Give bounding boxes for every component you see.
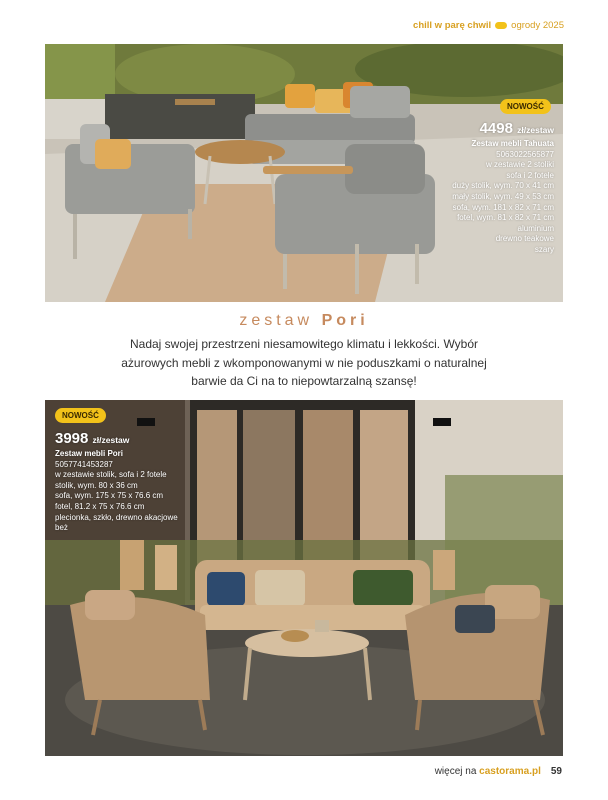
tahuata-detail-line: drewno teakowe bbox=[495, 234, 554, 244]
tahuata-detail-line: mały stolik, wym. 49 x 53 cm bbox=[452, 191, 554, 201]
new-badge: NOWOŚĆ bbox=[500, 99, 551, 114]
tahuata-detail-line: w zestawie 2 stoliki bbox=[485, 160, 554, 170]
pori-detail-line: w zestawie stolik, sofa i 2 fotele bbox=[55, 470, 167, 480]
tahuata-price-unit: zł/zestaw bbox=[517, 125, 554, 135]
footer-text: więcej na bbox=[434, 766, 477, 777]
castorama-link[interactable]: castorama.pl bbox=[479, 766, 541, 777]
tahuata-detail-line: szary bbox=[534, 244, 554, 254]
pori-detail-line: fotel, 81.2 x 75 x 76.6 cm bbox=[55, 501, 145, 511]
page-number: 59 bbox=[550, 766, 562, 777]
section-description: Nadaj swojej przestrzeni niesamowitego klimatu i lekkości. Wybór ażurowych mebli z wkomponowanymi w nie poduszkami o naturalnej barwie da Ci na to niepowtarzalną szansę! bbox=[121, 337, 487, 388]
section-title-bold: Pori bbox=[321, 312, 369, 329]
pori-product-code: 5057741453287 bbox=[55, 459, 113, 469]
section-title-light: zestaw bbox=[239, 312, 314, 329]
header-section: ogrody 2025 bbox=[511, 20, 564, 31]
pori-detail-line: beż bbox=[55, 523, 68, 533]
pori-product-name: Zestaw mebli Pori bbox=[55, 449, 124, 458]
page-header bbox=[413, 20, 564, 31]
pori-price-unit: zł/zestaw bbox=[92, 435, 130, 445]
tahuata-detail-line: aluminium bbox=[517, 223, 554, 233]
tahuata-detail-line: fotel, wym. 81 x 82 x 71 cm bbox=[457, 213, 554, 223]
tahuata-price bbox=[452, 120, 554, 139]
page-footer bbox=[435, 766, 562, 777]
tahuata-product-info bbox=[452, 120, 554, 256]
pori-detail-line: plecionka, szkło, drewno akacjowe bbox=[55, 512, 178, 522]
pori-product-info bbox=[55, 430, 178, 534]
tahuata-detail-line: sofa, wym. 181 x 82 x 71 cm bbox=[452, 202, 554, 212]
pill-icon bbox=[495, 22, 507, 29]
new-badge: NOWOŚĆ bbox=[55, 408, 106, 423]
tahuata-detail-line: duży stolik, wym. 70 x 41 cm bbox=[452, 181, 554, 191]
tahuata-product-name: Zestaw mebli Tahuata bbox=[471, 139, 554, 148]
tahuata-detail-line: sofa i 2 fotele bbox=[506, 170, 554, 180]
pori-detail-line: stolik, wym. 80 x 36 cm bbox=[55, 480, 138, 490]
tahuata-price-value: 4498 bbox=[479, 120, 513, 137]
tahuata-product-code: 5063022565877 bbox=[496, 149, 554, 159]
pori-detail-line: sofa, wym. 175 x 75 x 76.6 cm bbox=[55, 491, 164, 501]
section-title bbox=[0, 312, 608, 330]
footer-more-text bbox=[435, 766, 541, 777]
pori-price-value: 3998 bbox=[55, 430, 89, 447]
header-tagline: chill w parę chwil bbox=[413, 20, 492, 31]
pori-price bbox=[55, 430, 178, 449]
